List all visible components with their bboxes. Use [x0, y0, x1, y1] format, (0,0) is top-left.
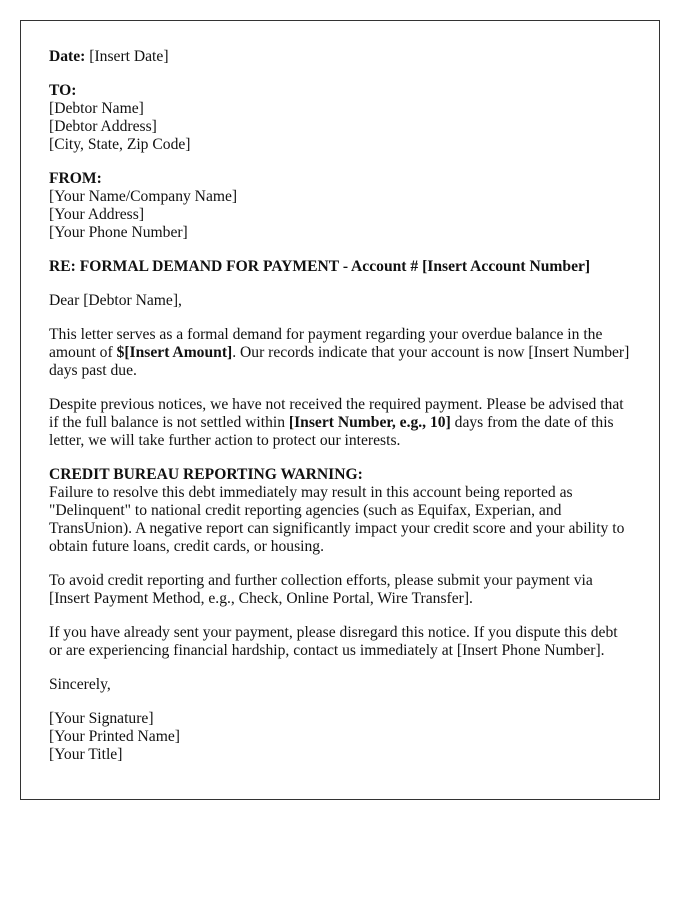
title: [Your Title] [49, 746, 123, 763]
paragraph-payment-method: To avoid credit reporting and further collection efforts, please submit your payment via [Insert Payment Method, e.g., Check, Online Portal, Wire Transfer]. [49, 572, 593, 607]
paragraph-notice [49, 396, 631, 450]
credit-warning [49, 466, 631, 556]
recipient-block [49, 82, 631, 154]
debtor-name: [Debtor Name] [49, 100, 144, 117]
from-label: FROM: [49, 170, 102, 187]
credit-warning-heading: CREDIT BUREAU REPORTING WARNING: [49, 466, 363, 483]
paragraph-notice-text: Despite previous notices, we have not received the required payment. Please be advised that if the full balance is not settled within [49, 396, 624, 431]
salutation: Dear [Debtor Name], [49, 292, 182, 309]
subject-line [49, 258, 631, 276]
sender-address: [Your Address] [49, 206, 145, 223]
sender-phone: [Your Phone Number] [49, 224, 188, 241]
days-placeholder: [Insert Number, e.g., 10] [288, 414, 451, 431]
paragraph-demand [49, 326, 631, 380]
letter-document [20, 20, 660, 800]
amount-placeholder: $[Insert Amount] [116, 344, 233, 361]
paragraph-dispute: If you have already sent your payment, please disregard this notice. If you dispute this debt or are experiencing financial hardship, contact us immediately at [Insert Phone Number]. [49, 624, 618, 659]
subject-text: RE: FORMAL DEMAND FOR PAYMENT - Account # [Insert Account Number] [49, 258, 591, 275]
to-label: TO: [49, 82, 77, 99]
date-line [49, 48, 631, 66]
paragraph-notice-text-end: days from the date of this letter, we will take further action to protect our interests. [49, 414, 614, 449]
date-label: Date: [49, 48, 86, 65]
debtor-city-state-zip: [City, State, Zip Code] [49, 136, 191, 153]
sender-name: [Your Name/Company Name] [49, 188, 238, 205]
closing: Sincerely, [49, 676, 111, 693]
paragraph-demand-text: This letter serves as a formal demand for payment regarding your overdue balance in the amount of [49, 326, 603, 361]
signature: [Your Signature] [49, 710, 154, 727]
signature-block [49, 710, 631, 764]
debtor-address: [Debtor Address] [49, 118, 157, 135]
sender-block [49, 170, 631, 242]
date-value: [Insert Date] [89, 48, 169, 65]
paragraph-demand-text-end: . Our records indicate that your account is now [Insert Number] days past due. [49, 344, 630, 379]
printed-name: [Your Printed Name] [49, 728, 180, 745]
credit-warning-text: Failure to resolve this debt immediately may result in this account being reported as "Delinquent" to national credit reporting agencies (such as Equifax, Experian, and TransUnion). A negative report can significantly impact your credit score and your ability to obtain future loans, credit cards, or housing. [49, 484, 625, 555]
